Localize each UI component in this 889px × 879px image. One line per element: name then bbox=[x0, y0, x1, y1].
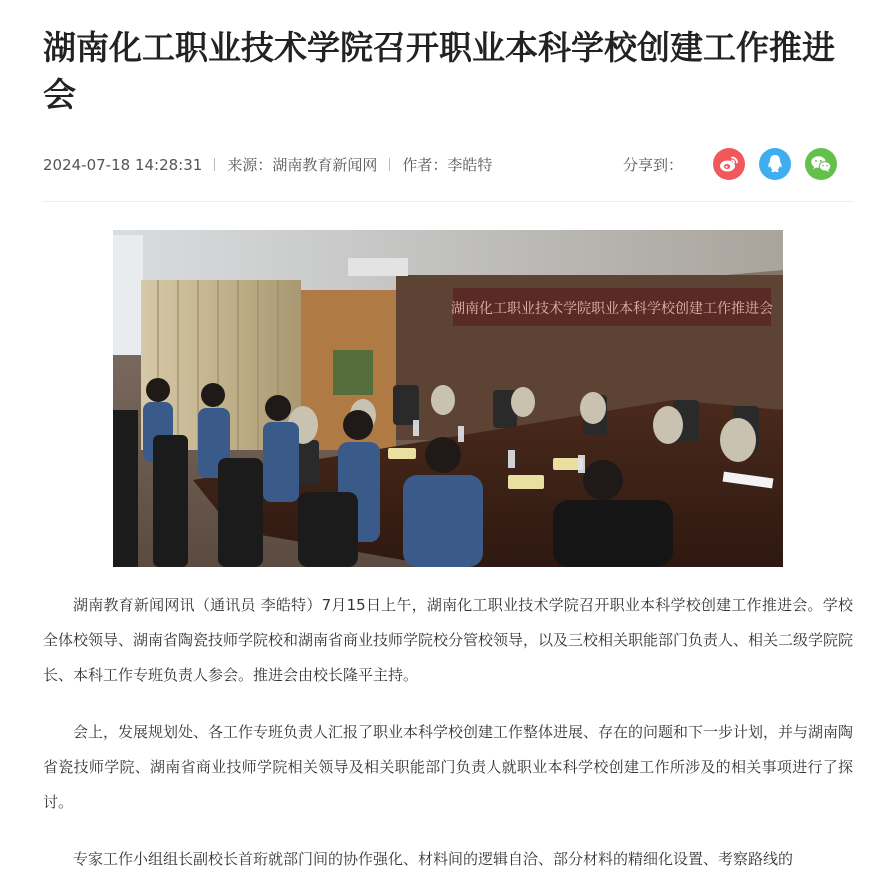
article-photo bbox=[113, 230, 783, 567]
wechat-share-button[interactable] bbox=[805, 148, 837, 180]
qq-icon bbox=[766, 154, 784, 174]
article-source: 来源：湖南教育新闻网 bbox=[227, 156, 378, 174]
article-title: 湖南化工职业技术学院召开职业本科学校创建工作推进会 bbox=[43, 28, 835, 114]
meta-separator bbox=[389, 158, 390, 171]
weibo-share-button[interactable] bbox=[713, 148, 745, 180]
share-bar bbox=[623, 148, 837, 180]
share-label: 分享到： bbox=[622, 155, 683, 174]
photo-banner-text: 湖南化工职业技术学院职业本科学校创建工作推进会 bbox=[451, 301, 773, 317]
header-divider bbox=[43, 201, 853, 202]
meta-info bbox=[43, 154, 492, 175]
weibo-icon bbox=[719, 155, 739, 173]
article-paragraph: 会上，发展规划处、各工作专班负责人汇报了职业本科学校创建工作整体进展、存在的问题和下一步计划，并与湖南陶省瓷技师学院、湖南省商业技师学院相关领导及相关职能部门负责人就职业本科学校创建工作所涉及的相关事项进行了探讨。 bbox=[43, 723, 854, 811]
article-paragraph: 湖南教育新闻网讯（通讯员 李皓特）7月15日上午，湖南化工职业技术学院召开职业本科学校创建工作推进会。学校全体校领导、湖南省陶瓷技师学院校和湖南省商业技师学院校分管校领导，以及三校相关职能部门负责人、相关二级学院院长、本科工作专班负责人参会。推进会由校长隆平主持。 bbox=[43, 596, 854, 684]
meta-separator bbox=[214, 158, 215, 171]
qq-share-button[interactable] bbox=[759, 148, 791, 180]
article-author: 作者：李皓特 bbox=[402, 156, 493, 174]
publish-date: 2024-07-18 14:28:31 bbox=[43, 155, 203, 174]
wechat-icon bbox=[810, 155, 832, 173]
meeting-photo bbox=[113, 230, 783, 567]
article-paragraph: 专家工作小组组长副校长首珩就部门间的协作强化、材料间的逻辑自洽、部分材料的精细化设置、考察路线的 bbox=[73, 850, 794, 868]
article-meta bbox=[43, 150, 853, 178]
